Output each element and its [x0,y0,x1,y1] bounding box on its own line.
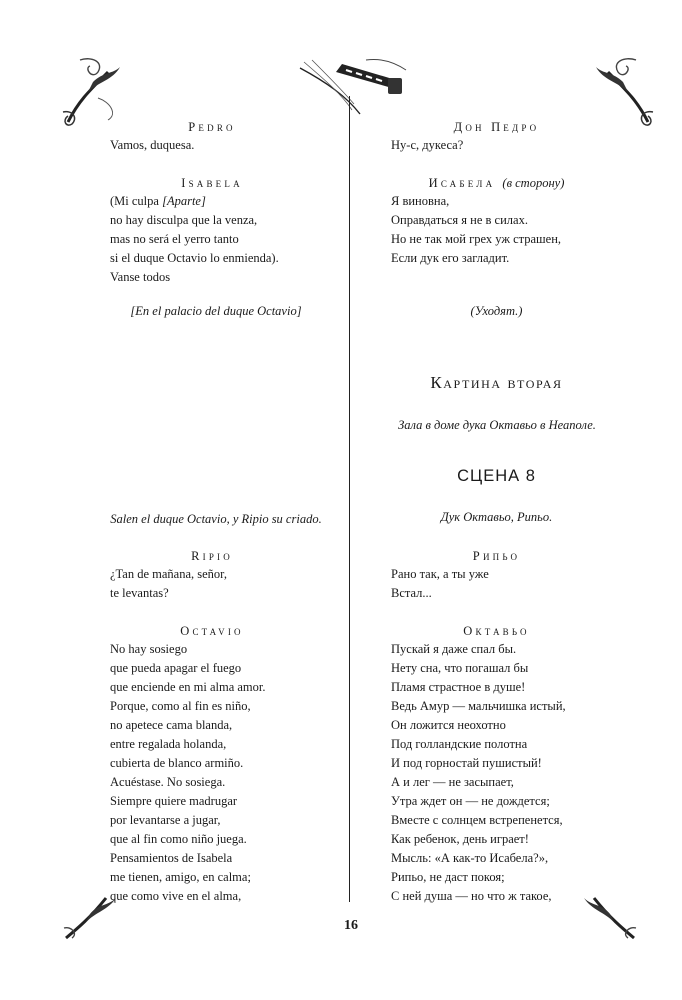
verse-line: que enciende en mi alma amor. [110,680,266,694]
verse-line: ¿Tan de mañana, señor, [110,567,227,581]
speaker-name: Ripio [191,549,233,563]
verse-line: que como vive en el alma, [110,889,242,903]
russian-column-lower [391,0,601,1000]
aside-note: [Aparte] [162,194,206,208]
verse-line: Под голландские полотна [391,737,528,751]
verse-line: Рипьо, не даст покоя; [391,870,505,884]
verse-line: te levantas? [110,586,169,600]
verse-line: Но не так мой грех уж страшен, [391,232,562,246]
verse-line: Оправдаться я не в силах. [391,213,528,227]
verse-line: Ну-с, дукеса? [391,138,464,152]
verse-line: que al fin como niño juega. [110,832,247,846]
verse-line: si el duque Octavio lo enmienda). [110,251,279,265]
verse-line: cubierta de blanco armiño. [110,756,244,770]
verse-line: Porque, como al fin es niño, [110,699,251,713]
verse-line: Ведь Амур — мальчишка истый, [391,699,566,713]
scene-number: СЦЕНА 8 [457,467,536,485]
speaker-name: Рипьо [472,549,521,563]
verse-line: Он ложится неохотно [391,718,506,732]
aside-note: (в сторону) [502,176,565,190]
scene-location: Зала в доме дука Октавьо в Неаполе. [398,418,596,432]
verse-line: Встал... [391,586,432,600]
verse-line: por levantarse a jugar, [110,813,221,827]
isabela-verse [110,192,279,287]
verse-line: Если дук его загладит. [391,251,510,265]
verse-line: no hay disculpa que la venza, [110,213,258,227]
ripio-verse [391,565,489,603]
verse-line: И под горностай пушистый! [391,756,542,770]
stage-direction: Salen el duque Octavio, y Ripio su criado. [110,512,322,526]
speaker-name: Isabela [181,176,243,190]
characters-list: Дук Октавьо, Рипьо. [440,510,553,524]
verse-line: (Mi culpa [Aparte] [110,194,206,208]
exit-direction: (Уходят.) [470,304,523,318]
speaker-name: Дон Педро [453,120,540,134]
column-divider [349,96,350,902]
verse-line: Мысль: «А как-то Исабела?», [391,851,549,865]
octavio-verse [391,640,566,906]
verse-line: Я виновна, [391,194,450,208]
verse-line: Acuéstase. No sosiega. [110,775,226,789]
speaker-name: Октавьо [463,624,530,638]
verse-line: No hay sosiego [110,642,188,656]
verse-line: Утра ждет он — не дождется; [391,794,550,808]
scene-location: [En el palacio del duque Octavio] [130,304,302,318]
verse-line: Vamos, duquesa. [110,138,195,152]
verse-line: Рано так, а ты уже [391,567,489,581]
verse-line: Нету сна, что погашал бы [391,661,529,675]
verse-line: Пускай я даже спал бы. [391,642,517,656]
verse-line: Vanse todos [110,270,171,284]
verse-line: Пламя страстное в душе! [391,680,526,694]
verse-line: que pueda apagar el fuego [110,661,242,675]
speaker-name: Исабела [428,176,496,190]
verse-line: А и лег — не засыпает, [391,775,514,789]
page-number: 16 [344,918,358,933]
verse-line: Siempre quiere madrugar [110,794,238,808]
verse-line: no apetece cama blanda, [110,718,233,732]
spanish-column [110,0,340,1000]
verse-line: С ней душа — но что ж такое, [391,889,552,903]
verse-line: Как ребенок, день играет! [391,832,529,846]
speaker-name: Octavio [180,624,244,638]
verse-line: Вместе с солнцем встрепенется, [391,813,563,827]
verse-line: entre regalada holanda, [110,737,227,751]
scene-title: Картина вторая [430,373,563,392]
verse-line: Pensamientos de Isabela [110,851,233,865]
octavio-verse [110,640,266,906]
speaker-name: Pedro [188,120,236,134]
verse-line: me tienen, amigo, en calma; [110,870,251,884]
ripio-verse [110,565,227,603]
verse-line: mas no será el yerro tanto [110,232,239,246]
